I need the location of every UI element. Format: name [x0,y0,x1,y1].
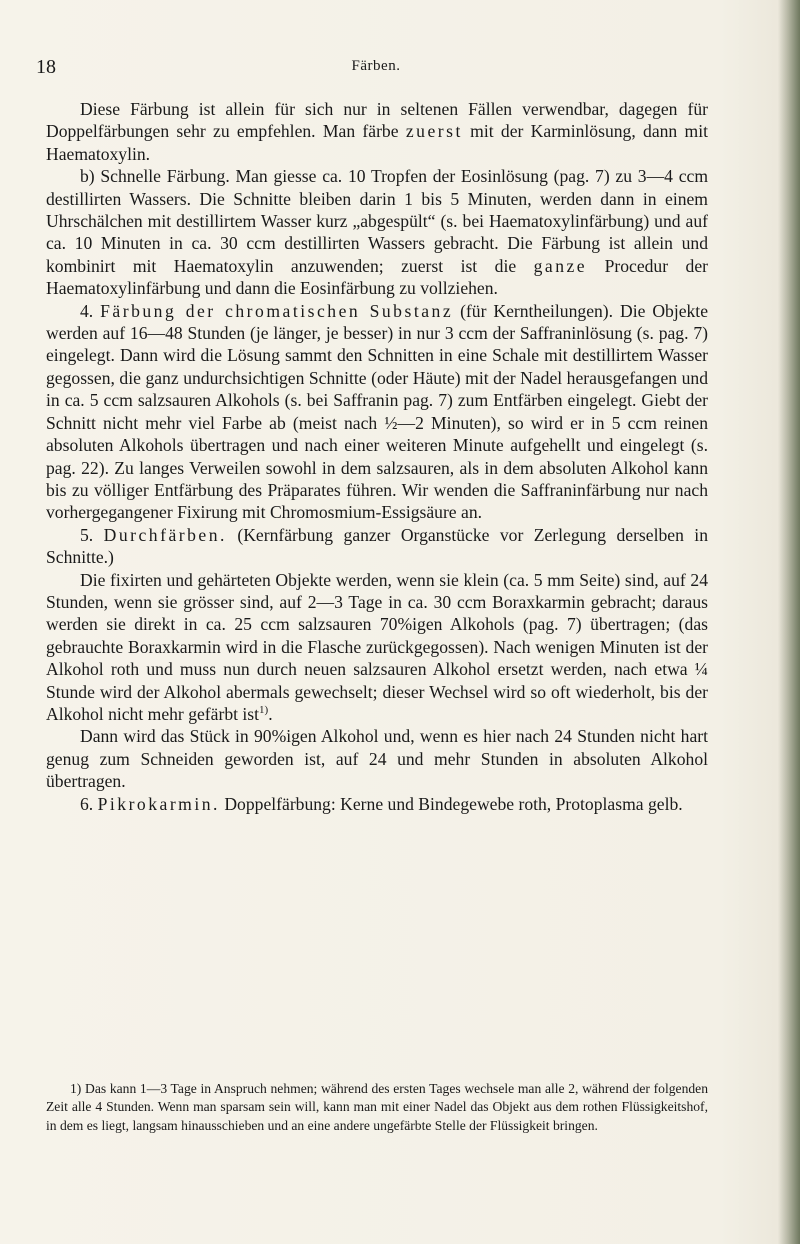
footnotes [46,1080,708,1135]
text-run: 5. [80,524,104,545]
paragraph-doppelfaerbung [46,98,708,165]
text-run: 4. [80,300,101,321]
text-run: Die fixirten und gehärteten Objekte werden, wenn sie klein (ca. 5 mm Seite) sind, auf 24 Stunden, wenn sie grösser sind, auf 2—3 Tage in ca. 30 ccm Boraxkarmin gebracht; daraus werden sie direkt in ca. 25 ccm salzsauren 70%igen Alkohols (pag. 7) übertragen; (das gebrauchte Boraxkarmin wird in die Flasche zurückgegossen). Nach wenigen Minuten ist der Alkohol roth und muss nun durch neuen salzsauren Alkohol ersetzt werden, nach etwa [46,569,708,680]
fraction-text: ¼ [694,659,708,680]
page-number: 18 [36,56,56,78]
paragraph-chromatische-substanz [46,300,708,524]
paragraph-absoluter-alkohol [46,725,708,792]
text-run: Minuten), so wird er in 5 ccm reinen absoluten Alkohols übertragen und nach einer weiteren Minute aufgehellt und eingelegt (s. pag. 22). Zu langes Verweilen sowohl in dem salzsauren, als in dem absoluten Alkohol kann bis zu völliger Entfärbung des Präparates führen. Wir wenden die Saffraninfärbung nur nach vorhergegangener Fixirung mit Chromosmium-Essigsäure an. [46,412,709,523]
text-run: Doppelfärbung: Kerne und Bindegewebe roth, Protoplasma gelb. [219,793,683,814]
footnote [46,1080,708,1135]
text-run: mit der Karminlösung, dann mit Haematoxylin. [46,121,708,164]
paragraph-schnelle-faerbung [46,165,708,299]
text-run: Diese Färbung ist allein für sich nur in seltenen Fällen verwendbar, dagegen für Doppelfärbungen sehr zu empfehlen. Man färbe [46,99,708,142]
text-run: b) Schnelle Färbung. Man giesse ca. 10 Tropfen der Eosinlösung (pag. 7) zu 3—4 ccm destillirten Wassers. Die Schnitte bleiben darin 1 bis 5 Minuten, werden dann in einem Uhrschälchen mit destillirtem Wasser kurz „abgespült“ (s. bei Haematoxylinfärbung) und auf ca. 10 Minuten in ca. 30 ccm destillirten Wassers gebracht. Die Färbung ist allein und kombinirt mit Haematoxylin anzuwenden; zuerst ist die [46,166,708,276]
paragraph-fixirte-objekte [46,569,708,726]
paragraph-durchfaerben [46,524,708,569]
text-run: Dann wird das Stück in 90%igen Alkohol und, wenn es hier nach 24 Stunden nicht hart genug zum Schneiden geworden ist, auf 24 und mehr Stunden in absoluten Alkohol übertragen. [46,726,708,792]
section-heading: Färbung der chromatischen Substanz [100,300,454,321]
text-run: 6. [80,793,98,814]
page-header [36,56,716,80]
text-run: Procedur der Haematoxylinfärbung und dann die Eosinfärbung zu vollziehen. [46,255,708,299]
text-run: . [268,703,273,724]
footnote-marker: 1) [70,1081,82,1096]
text-run: (für Kerntheilungen). Die Objekte werden auf 16—48 Stunden (je länger, je besser) in nur 3 ccm der Saffraninlösung (s. pag. 7) eingelegt. Dann wird die Lösung sammt den Schnitten in eine Schale mit destillirtem Wasser gegossen, die ganz undurchsichtigen Schnitte (oder Häute) mit der Nadel herausgefangen und in ca. 5 ccm salzsauren Alkohols (s. bei Saffranin pag. 7) zum Entfärben eingelegt. Giebt der Schnitt nicht mehr viel Farbe ab (meist nach [46,300,709,433]
section-heading: Pikrokarmin. [97,793,220,814]
footnote-text: Das kann 1—3 Tage in Anspruch nehmen; während des ersten Tages wechsele man alle 2, während der folgenden Zeit alle 4 Stunden. Wenn man sparsam sein will, kann man mit einer Nadel das Objekt aus dem rothen Flüssigkeitshof, in dem es liegt, langsam hinausschieben und an eine andere ungefärbte Stelle der Flüssigkeit bringen. [46,1081,708,1133]
footnote-reference: 1) [259,704,269,717]
text-run: Stunde wird der Alkohol abermals gewechselt; dieser Wechsel wird so oft wiederholt, bis der Alkohol nicht mehr gefärbt ist [46,681,708,724]
fraction-text: ½—2 [384,412,424,433]
emphasis-run: zuerst [405,121,463,142]
page-edge-shadow [778,0,800,1244]
running-title: Färben. [351,58,401,74]
text-run: (Kernfärbung ganzer Organstücke vor Zerlegung derselben in Schnitte.) [46,524,708,568]
section-heading: Durchfärben. [103,524,227,545]
paragraph-pikrokarmin [46,793,708,815]
emphasis-run: ganze [533,255,588,276]
body-text [46,98,708,815]
